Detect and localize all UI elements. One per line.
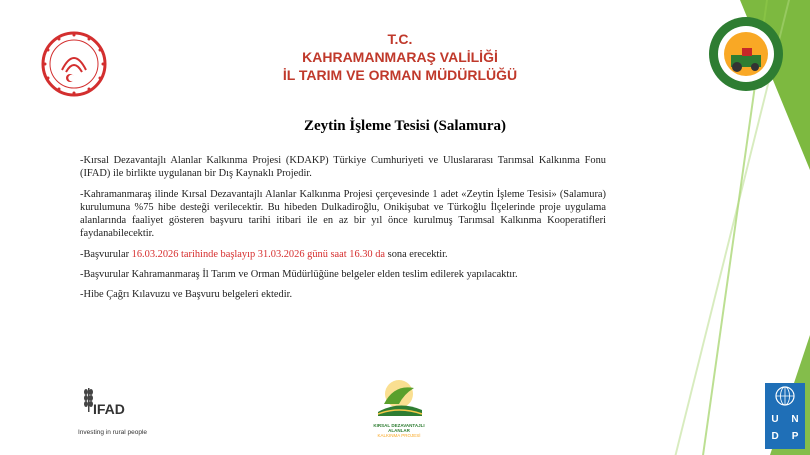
undp-letter-u: U xyxy=(771,414,779,425)
paragraph-4: -Başvurular Kahramanmaraş İl Tarım ve Orman Müdürlüğüne belgeler elden teslim edilerek yapılacaktır. xyxy=(80,269,518,281)
un-emblem-icon xyxy=(765,383,805,411)
project-name-line-2: KALKINMA PROJESİ xyxy=(377,433,421,438)
undp-letter-p: P xyxy=(791,431,799,442)
undp-logo xyxy=(765,383,805,449)
project-leaf-icon xyxy=(364,374,434,418)
header xyxy=(0,30,810,84)
undp-letter-d: D xyxy=(771,431,779,442)
announcement-body xyxy=(80,154,606,309)
paragraph-3-pre: -Başvurular xyxy=(80,248,132,260)
undp-letter-n: N xyxy=(791,414,799,425)
paragraph-3-post: sona erecektir. xyxy=(385,248,448,260)
paragraph-1: -Kırsal Dezavantajlı Alanlar Kalkınma Projesi (KDAKP) Türkiye Cumhuriyeti ve Uluslararası Tarımsal Kalkınma Fonu (IFAD) ile birlikte uygulanan bir Dış Kaynaklı Projedir. xyxy=(80,155,606,180)
ifad-wheat-icon xyxy=(78,382,148,422)
paragraph-3 xyxy=(80,248,606,261)
application-dates: 16.03.2026 tarihinde başlayıp 31.03.2026 günü saat 16.30 da xyxy=(131,248,386,260)
ifad-name: IFAD xyxy=(93,401,125,417)
ifad-logo xyxy=(78,382,148,442)
header-line-1: T.C. xyxy=(387,31,413,47)
project-name-line-1: KIRSAL DEZAVANTAJLI ALANLAR xyxy=(373,423,425,433)
paragraph-5: -Hibe Çağrı Kılavuzu ve Başvuru belgeleri ektedir. xyxy=(80,289,293,301)
header-line-2: KAHRAMANMARAŞ VALİLİĞİ xyxy=(302,49,498,65)
paragraph-2: -Kahramanmaraş ilinde Kırsal Dezavantajlı Alanlar Kalkınma Projesi çerçevesinde 1 adet «Zeytin İşleme Tesisi» (Salamura) kurulumuna %75 hibe desteği verilecektir. Bu hibeden Dulkadiroğlu, Onikişubat ve Türkoğlu İlçelerinde proje uygulama alanlarında faaliyet gösteren başvuru tarihi itibari ile en az bir yıl önce kurulmuş Tarımsal Kalkınma Kooperatifleri faydanabilecektir. xyxy=(80,188,606,240)
page-title: Zeytin İşleme Tesisi (Salamura) xyxy=(303,118,507,134)
ifad-tagline: Investing in rural people xyxy=(78,429,148,436)
header-line-3: İL TARIM VE ORMAN MÜDÜRLÜĞÜ xyxy=(282,67,518,83)
project-logo xyxy=(364,374,434,438)
